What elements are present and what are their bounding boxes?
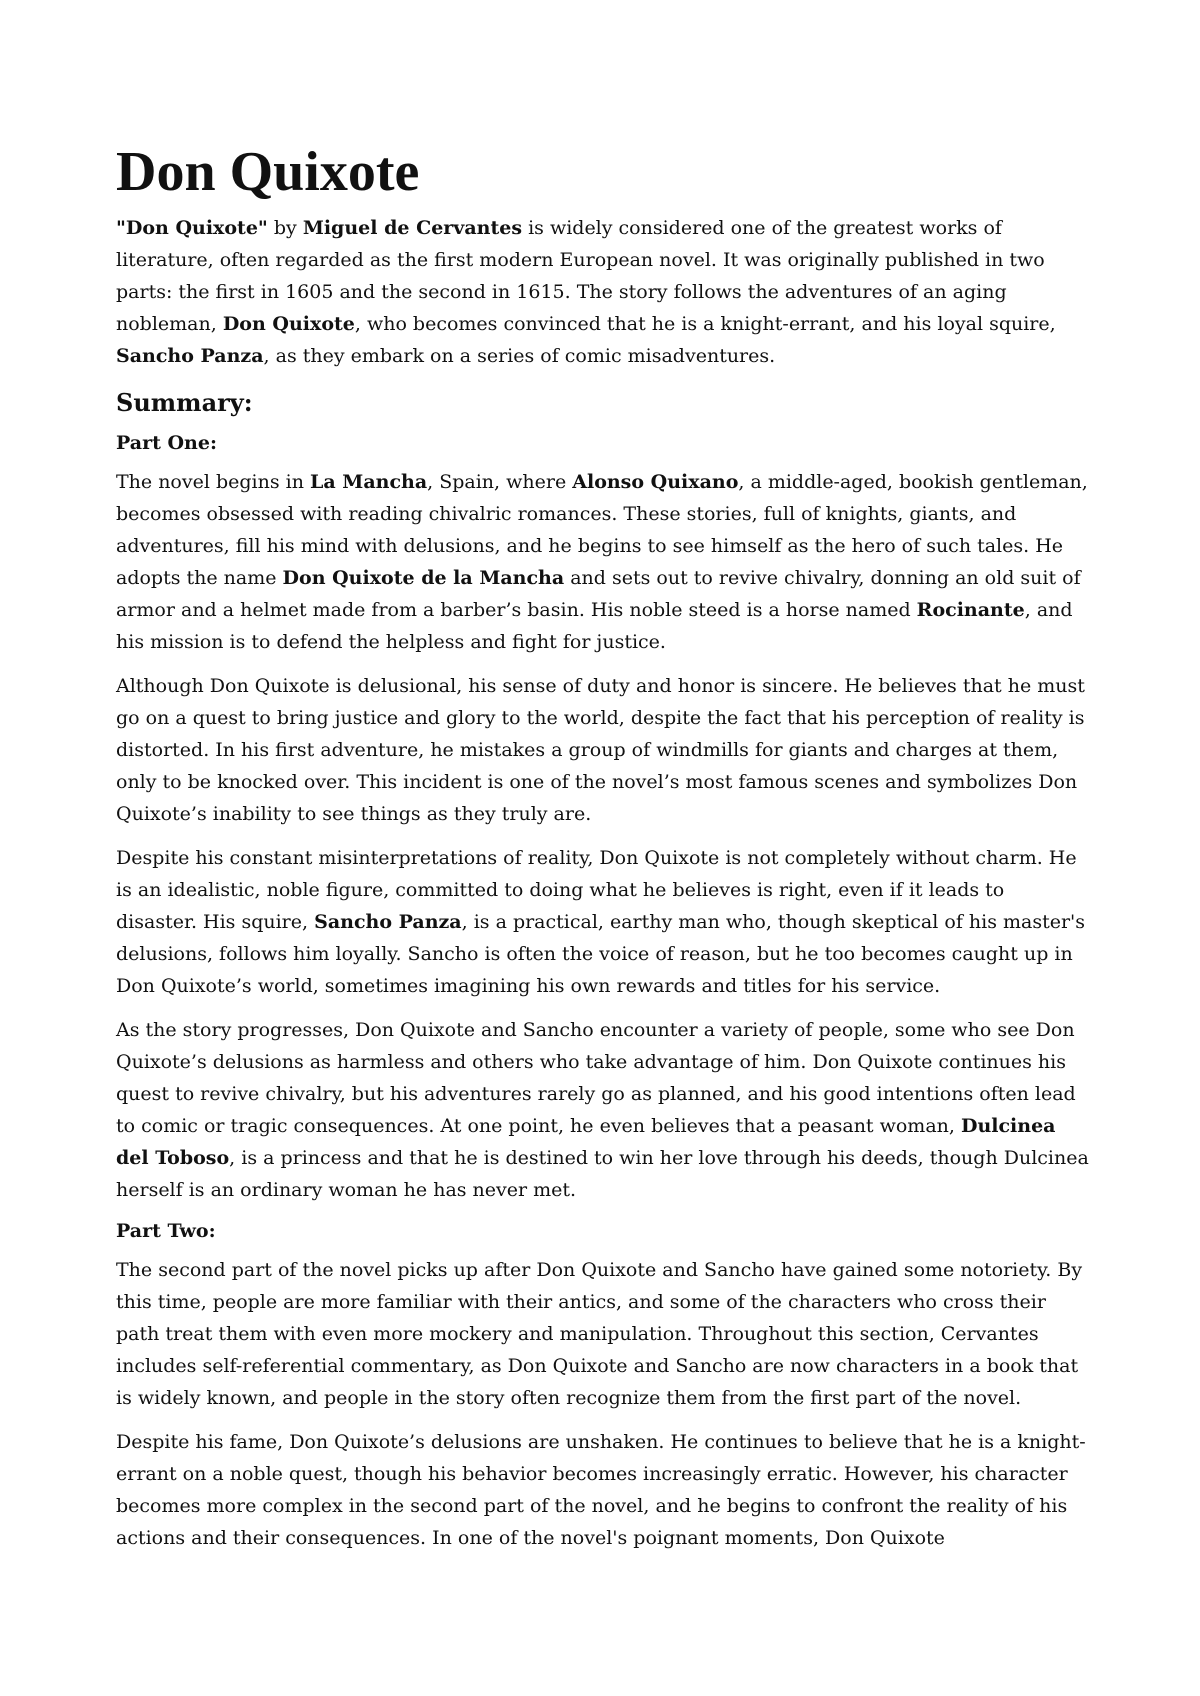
- text-run: Despite his constant misinterpretations of reality, Don Quixote is not completely without charm. He is an idealistic, noble figure, committed to doing what he believes is right, even if it leads to disaster. His squire,: [116, 847, 1077, 933]
- part-two-heading: Part Two:: [116, 1220, 216, 1242]
- document-page: [116, 140, 1091, 1566]
- part-one-paragraph-4: [116, 1014, 1091, 1206]
- text-run: , as they embark on a series of comic misadventures.: [263, 345, 776, 367]
- text-run: , who becomes convinced that he is a knight-errant, and his loyal squire,: [354, 313, 1056, 335]
- bold-term: Sancho Panza: [116, 345, 264, 367]
- bold-term: "Don Quixote": [116, 217, 268, 239]
- text-run: The second part of the novel picks up after Don Quixote and Sancho have gained some notoriety. By this time, people are more familiar with their antics, and some of the characters who cross their path treat them with even more mockery and manipulation. Throughout this section, Cervantes includes self-referential commentary, as Don Quixote and Sancho are now characters in a book that is widely known, and people in the story often recognize them from the first part of the novel.: [116, 1259, 1083, 1409]
- text-run: , is a princess and that he is destined to win her love through his deeds, though Dulcinea herself is an ordinary woman he has never met.: [116, 1147, 1089, 1201]
- document-title: Don Quixote: [116, 141, 420, 203]
- part-one-paragraph-1: [116, 466, 1091, 658]
- bold-term: Don Quixote de la Mancha: [282, 567, 565, 589]
- bold-term: Dulcinea del Toboso: [116, 1115, 1056, 1169]
- bold-term: Don Quixote: [222, 313, 355, 335]
- part-one-paragraph-3: [116, 842, 1091, 1002]
- text-run: , is a practical, earthy man who, though skeptical of his master's delusions, follows him loyally. Sancho is often the voice of reason, but he too becomes caught up in Don Quixote’s world, sometimes imagining his own rewards and titles for his service.: [116, 911, 1086, 997]
- bold-term: Sancho Panza: [314, 911, 462, 933]
- text-run: , a middle-aged, bookish gentleman, becomes obsessed with reading chivalric romances. These stories, full of knights, giants, and adventures, fill his mind with delusions, and he begins to see himself as the hero of such tales. He adopts the name: [116, 471, 1088, 589]
- part-one-heading: Part One:: [116, 432, 217, 454]
- part-one-paragraph-2: [116, 670, 1091, 830]
- text-run: and sets out to revive chivalry, donning an old suit of armor and a helmet made from a barber’s basin. His noble steed is a horse named: [116, 567, 1081, 621]
- text-run: , Spain, where: [427, 471, 573, 493]
- bold-term: La Mancha: [310, 471, 428, 493]
- part-two-paragraph-1: [116, 1254, 1091, 1414]
- text-run: Although Don Quixote is delusional, his sense of duty and honor is sincere. He believes that he must go on a quest to bring justice and glory to the world, despite the fact that his perception of reality is distorted. In his first adventure, he mistakes a group of windmills for giants and charges at them, only to be knocked over. This incident is one of the novel’s most famous scenes and symbolizes Don Quixote’s inability to see things as they truly are.: [116, 675, 1085, 825]
- text-run: Despite his fame, Don Quixote’s delusions are unshaken. He continues to believe that he is a knight-errant on a noble quest, though his behavior becomes increasingly erratic. However, his character becomes more complex in the second part of the novel, and he begins to confront the reality of his actions and their consequences. In one of the novel's poignant moments, Don Quixote: [116, 1431, 1086, 1549]
- text-run: The novel begins in: [116, 471, 310, 493]
- text-run: , and his mission is to defend the helpless and fight for justice.: [116, 599, 1073, 653]
- summary-heading: Summary:: [116, 388, 253, 417]
- text-run: by: [267, 217, 303, 239]
- bold-term: Rocinante: [916, 599, 1025, 621]
- part-two-paragraph-2: [116, 1426, 1091, 1554]
- text-run: As the story progresses, Don Quixote and Sancho encounter a variety of people, some who see Don Quixote’s delusions as harmless and others who take advantage of him. Don Quixote continues his quest to revive chivalry, but his adventures rarely go as planned, and his good intentions often lead to comic or tragic consequences. At one point, he even believes that a peasant woman,: [116, 1019, 1076, 1137]
- text-run: is widely considered one of the greatest works of literature, often regarded as the first modern European novel. It was originally published in two parts: the first in 1605 and the second in 1615. The story follows the adventures of an aging nobleman,: [116, 217, 1045, 335]
- bold-term: Alonso Quixano: [572, 471, 739, 493]
- intro-paragraph: [116, 212, 1091, 372]
- bold-term: Miguel de Cervantes: [302, 217, 523, 239]
